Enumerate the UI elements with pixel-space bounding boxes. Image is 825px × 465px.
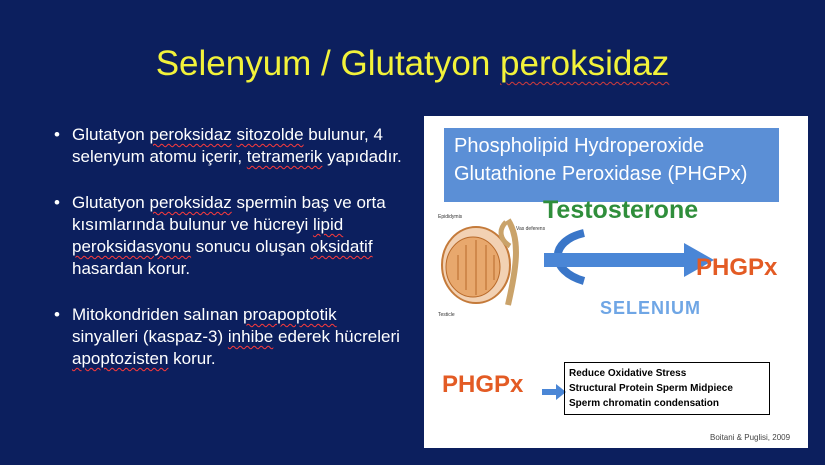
- bullet-3: • Mitokondriden salınan proapoptotik sinyalleri (kaspaz-3) inhibe ederek hücreleri apoptozisten korur.: [54, 304, 404, 370]
- flow-arrow: [544, 231, 719, 291]
- bullet-list: [54, 124, 404, 394]
- phgpx-bottom-label: PHGPx: [442, 371, 524, 398]
- testosterone-label: Testosterone: [543, 196, 699, 224]
- effect-1: Reduce Oxidative Stress: [569, 368, 687, 379]
- small-arrow: [542, 384, 566, 400]
- phgpx-top-label: PHGPx: [696, 254, 778, 281]
- effects-box: [564, 362, 770, 415]
- figure-header: Phospholipid Hydroperoxide Glutathione Peroxidase (PHGPx): [444, 128, 779, 202]
- slide-title: [0, 44, 825, 84]
- label-epididymis: Epididymis: [438, 214, 463, 220]
- selenium-label: SELENIUM: [600, 298, 702, 318]
- title-text: Selenyum / Glutatyon: [155, 44, 501, 83]
- bullet-1: • Glutatyon peroksidaz sitozolde bulunur, 4 selenyum atomu içerir, tetramerik yapıdadır.: [54, 124, 404, 168]
- phgpx-figure: [424, 116, 808, 448]
- effect-3: Sperm chromatin condensation: [569, 398, 720, 409]
- title-peroksidaz: peroksidaz: [500, 44, 670, 83]
- testis-illustration: [436, 210, 546, 320]
- label-testicle: Testicle: [438, 312, 455, 318]
- bullet-2: • Glutatyon peroksidaz spermin baş ve orta kısımlarında bulunur ve hücreyi lipid peroksidasyonu sonucu oluşan oksidatif hasardan korur.: [54, 192, 404, 280]
- citation: Boitani & Puglisi, 2009: [710, 433, 791, 442]
- label-vas-deferens: Vas deferens: [516, 226, 546, 232]
- effect-2: Structural Protein Sperm Midpiece: [569, 383, 733, 394]
